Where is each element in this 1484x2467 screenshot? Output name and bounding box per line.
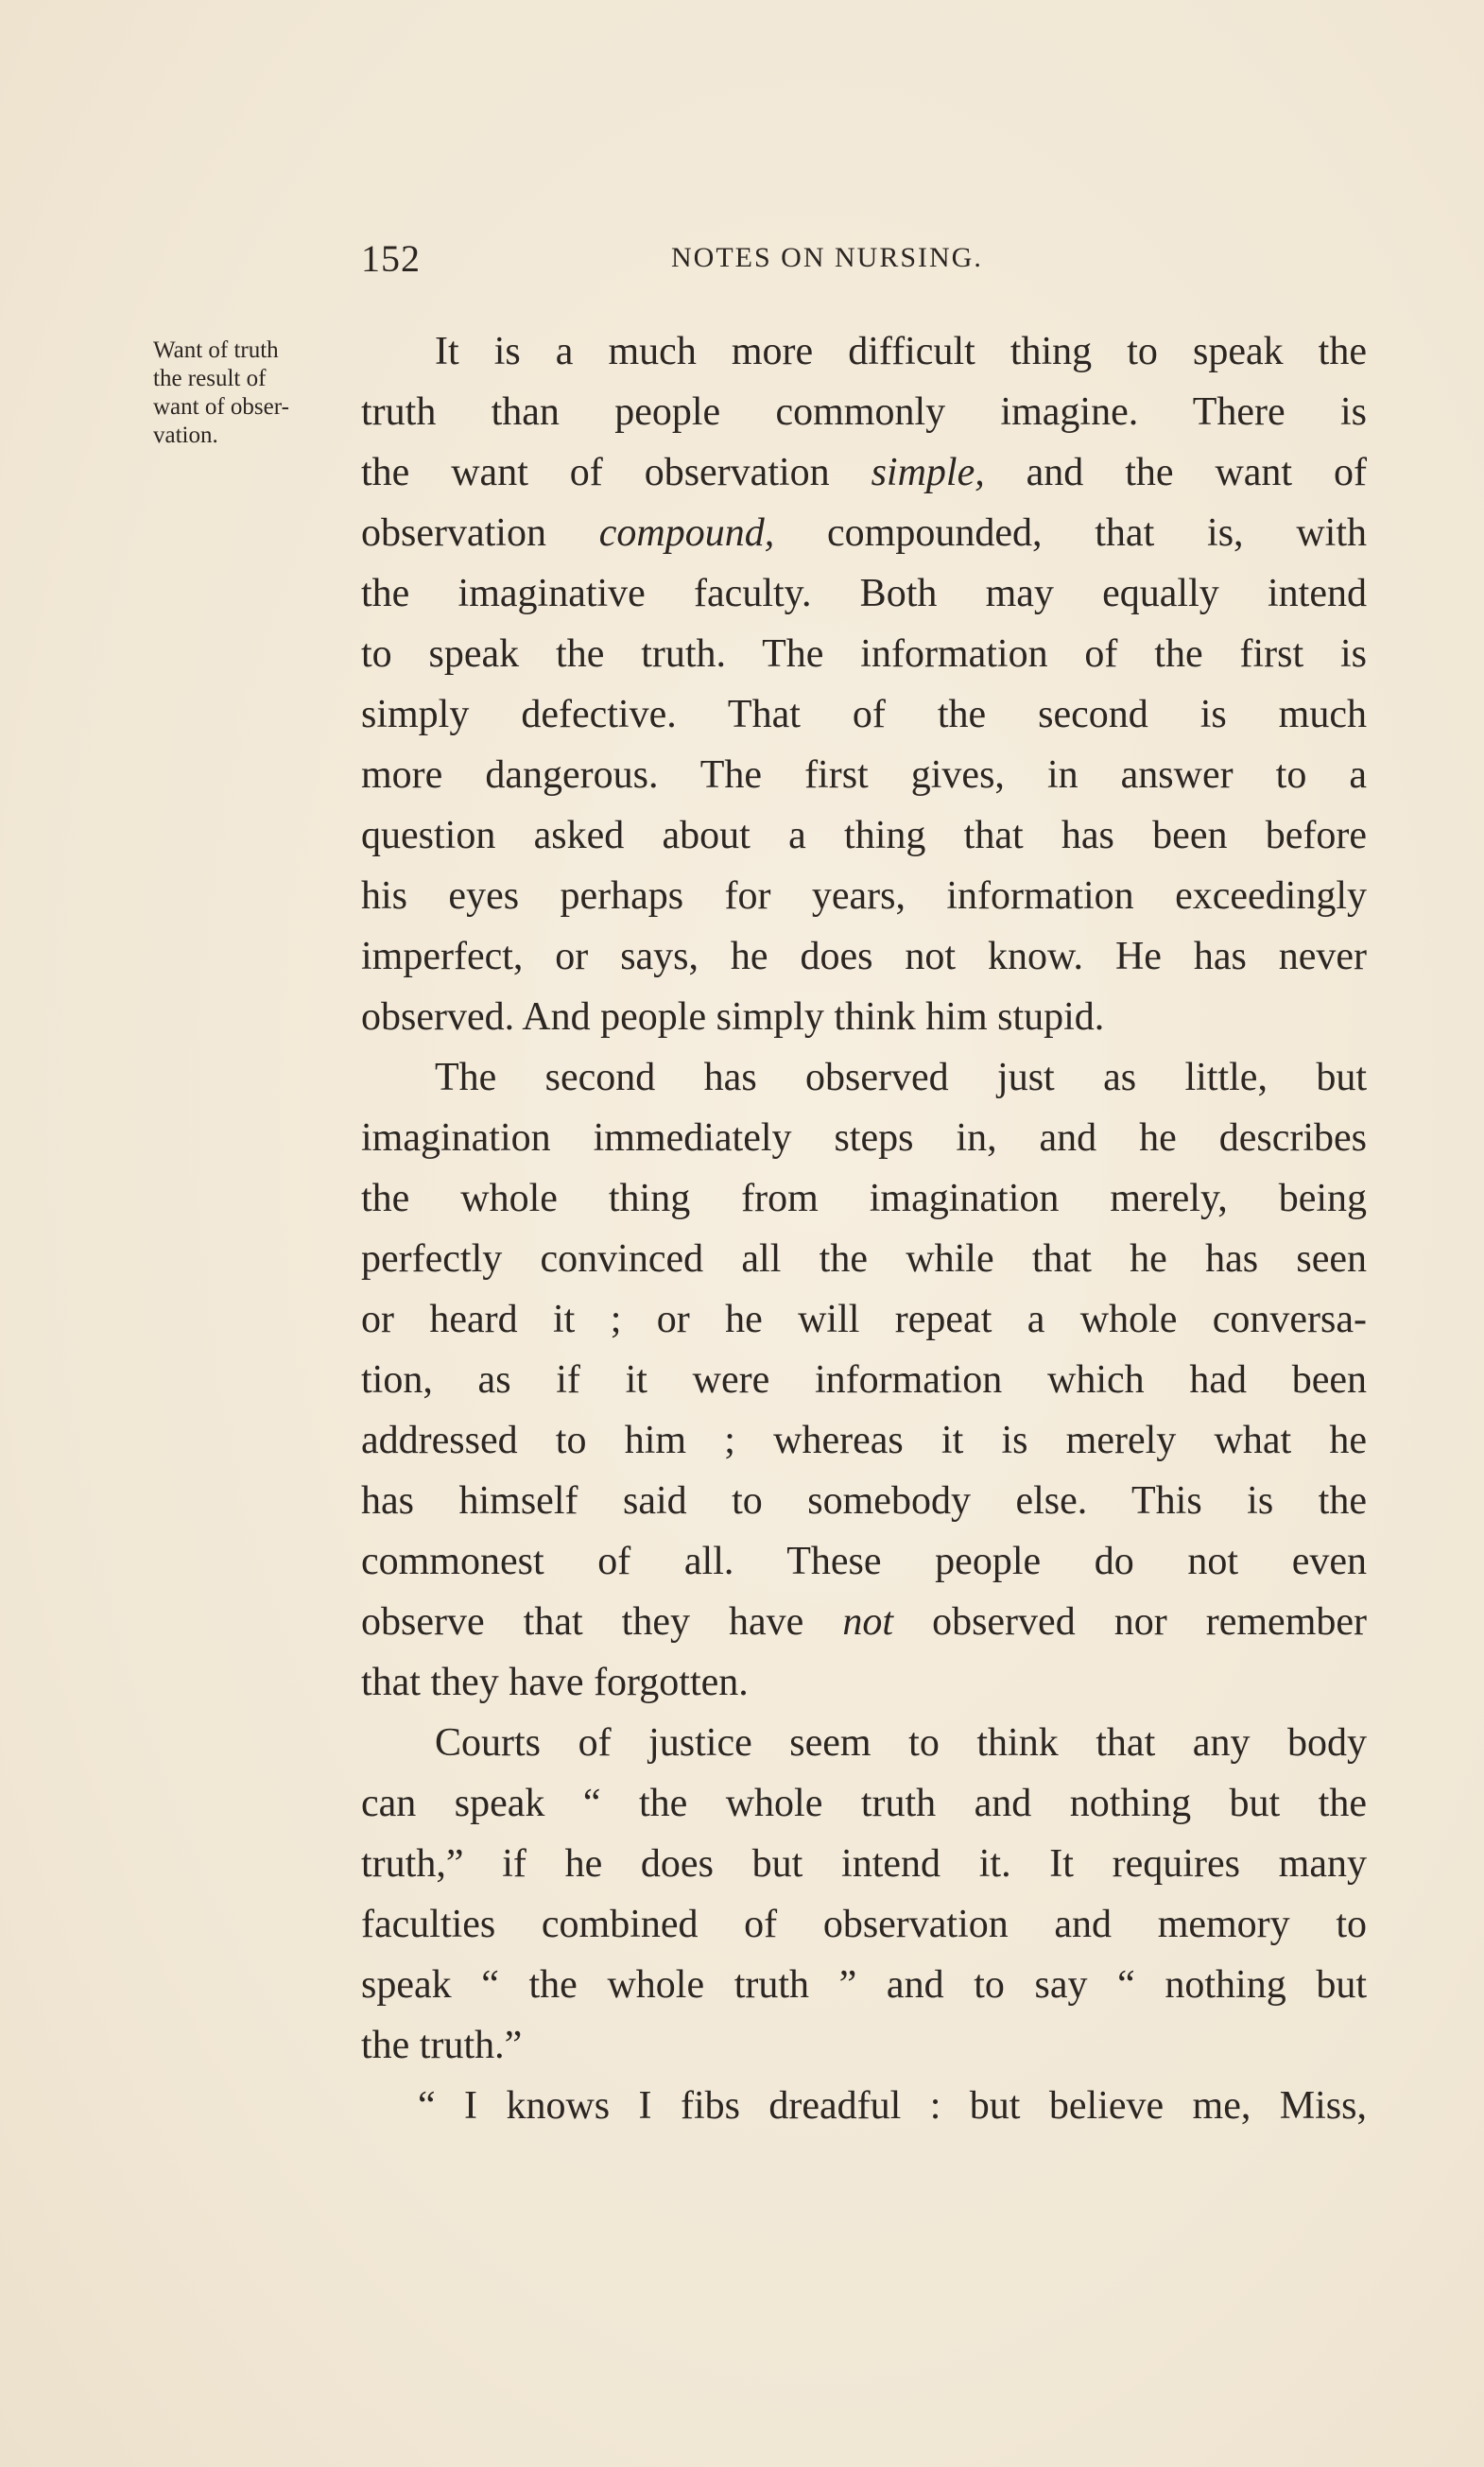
text-line (361, 1592, 1367, 1652)
text-line: Courts of justice seem to think that any body (435, 1721, 1367, 1765)
margin-note-line: vation. (153, 423, 218, 448)
emphasis: compound, (598, 511, 775, 555)
margin-note (153, 336, 352, 450)
text-run: compounded, that is, with (774, 511, 1367, 555)
text-line: imagination immediately steps in, and he describes (361, 1116, 1367, 1160)
emphasis: not (842, 1600, 894, 1644)
text-line (361, 442, 1367, 503)
text-line: faculties combined of observation and memory to (361, 1903, 1367, 1946)
text-line: truth,” if he does but intend it. It requires many (361, 1842, 1367, 1886)
page-number: 152 (361, 237, 421, 280)
text-line: perfectly convinced all the while that he has seen (361, 1237, 1367, 1281)
text-line: the whole thing from imagination merely, being (361, 1177, 1367, 1220)
text-line: to speak the truth. The information of the first is (361, 632, 1367, 676)
text-line: the imaginative faculty. Both may equally intend (361, 572, 1367, 615)
margin-note-line: the result of (153, 366, 267, 391)
text-line: It is a much more difficult thing to speak the (435, 330, 1367, 373)
text-run: and the want of (984, 451, 1367, 494)
text-line: speak “ the whole truth ” and to say “ nothing but (361, 1963, 1367, 2007)
margin-note-line: want of obser- (153, 394, 289, 420)
text-run: observe that they have (361, 1600, 843, 1644)
text-run: observed nor remember (893, 1600, 1367, 1644)
text-run: observation (361, 511, 599, 555)
text-line: his eyes perhaps for years, information exceedingly (361, 874, 1367, 918)
running-title: NOTES ON NURSING. (671, 242, 983, 273)
text-line: imperfect, or says, he does not know. He has never (361, 935, 1367, 978)
text-line: commonest of all. These people do not even (361, 1540, 1367, 1583)
text-line: simply defective. That of the second is much (361, 693, 1367, 736)
emphasis: simple, (871, 451, 985, 494)
page-header (361, 236, 1367, 284)
text-line: truth than people commonly imagine. There is (361, 390, 1367, 434)
text-line: tion, as if it were information which had been (361, 1358, 1367, 1402)
text-line: observed. And people simply think him stupid. (361, 995, 1105, 1039)
text-line: the truth.” (361, 2024, 523, 2067)
text-line: addressed to him ; whereas it is merely what he (361, 1419, 1367, 1462)
text-line: has himself said to somebody else. This is the (361, 1479, 1367, 1523)
text-line: “ I knows I fibs dreadful : but believe me, Miss, (418, 2084, 1367, 2128)
text-line: more dangerous. The first gives, in answer to a (361, 753, 1367, 797)
body-text (361, 321, 1367, 2136)
text-line: The second has observed just as little, but (435, 1056, 1367, 1099)
text-line: question asked about a thing that has been before (361, 814, 1367, 857)
text-line: or heard it ; or he will repeat a whole conversa- (361, 1298, 1367, 1341)
margin-note-line: Want of truth (153, 337, 279, 363)
text-line (361, 503, 1367, 563)
text-run: the want of observation (361, 451, 871, 494)
text-line: that they have forgotten. (361, 1661, 749, 1704)
text-line: can speak “ the whole truth and nothing but the (361, 1782, 1367, 1825)
